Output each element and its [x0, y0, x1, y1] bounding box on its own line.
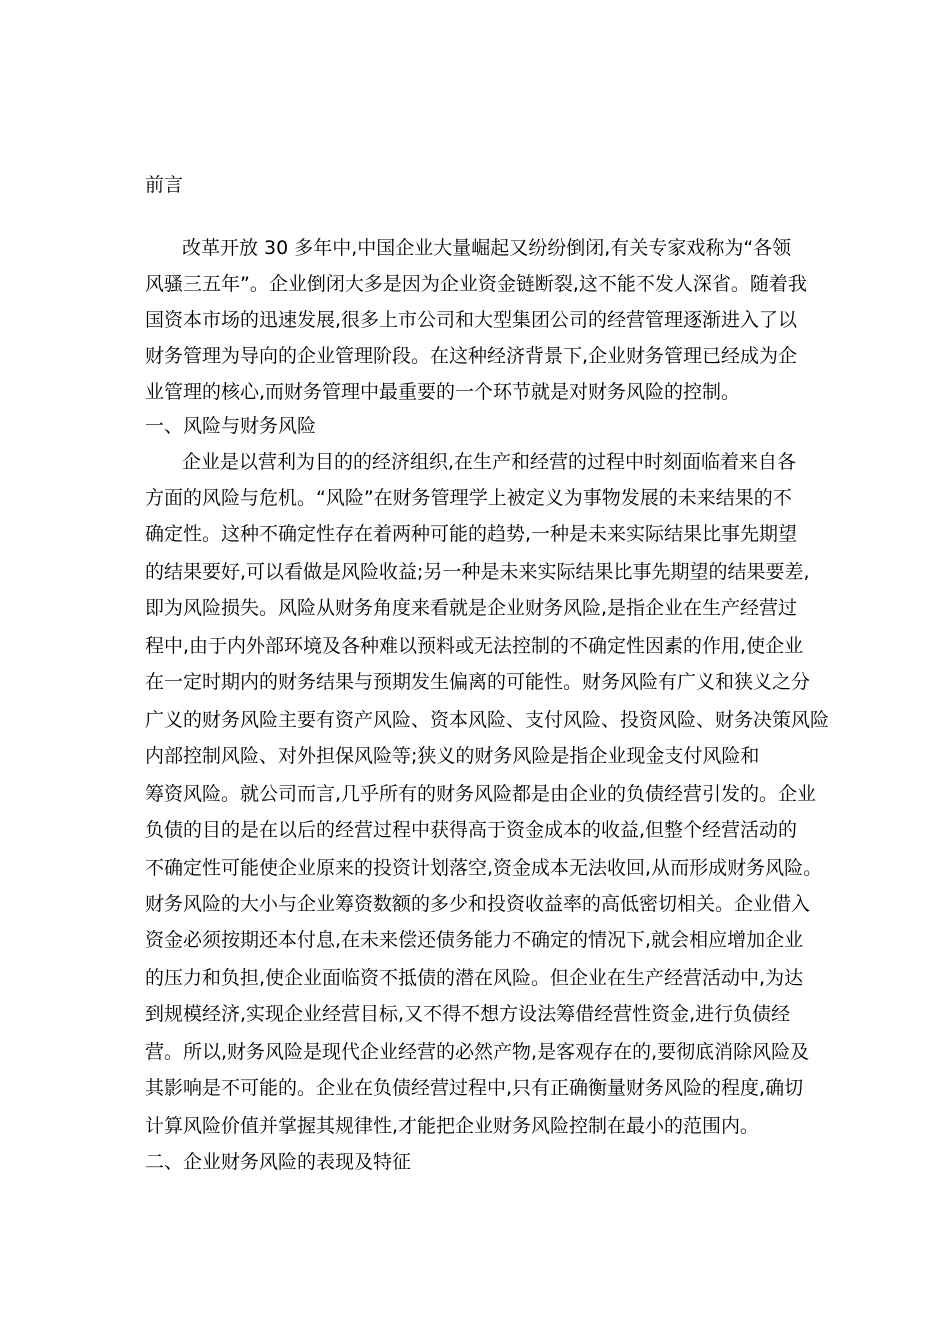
section-heading: 二、企业财务风险的表现及特征	[145, 1151, 412, 1173]
paragraph-line: 的压力和负担,使企业面临资不抵债的潜在风险。但企业在生产经营活动中,为达	[145, 967, 804, 989]
paragraph-line: 财务风险的大小与企业筹资数额的多少和投资收益率的高低密切相关。企业借入	[145, 893, 811, 915]
document-title: 前言	[145, 174, 184, 196]
paragraph-line: 风骚三五年”。企业倒闭大多是因为企业资金链断裂,这不能不发人深省。随着我	[145, 273, 807, 295]
paragraph-line: 其影响是不可能的。企业在负债经营过程中,只有正确衡量财务风险的程度,确切	[145, 1077, 804, 1099]
paragraph-line: 不确定性可能使企业原来的投资计划落空,资金成本无法收回,从而形成财务风险。	[145, 857, 823, 879]
paragraph-line: 程中,由于内外部环境及各种难以预料或无法控制的不确定性因素的作用,使企业	[145, 635, 804, 657]
paragraph-line: 企业是以营利为目的的经济组织,在生产和经营的过程中时刻面临着来自各	[182, 451, 797, 473]
paragraph-line: 方面的风险与危机。“风险”在财务管理学上被定义为事物发展的未来结果的不	[145, 487, 792, 509]
paragraph-line: 资金必须按期还本付息,在未来偿还债务能力不确定的情况下,就会相应增加企业	[145, 929, 804, 951]
paragraph-line: 到规模经济,实现企业经营目标,又不得不想方设法筹借经营性资金,进行负债经	[145, 1003, 791, 1025]
paragraph-line: 国资本市场的迅速发展,很多上市公司和大型集团公司的经营管理逐渐进入了以	[145, 309, 798, 331]
paragraph-line: 在一定时期内的财务结果与预期发生偏离的可能性。财务风险有广义和狭义之分	[145, 671, 811, 693]
paragraph-line: 营。所以,财务风险是现代企业经营的必然产物,是客观存在的,要彻底消除风险及	[145, 1041, 810, 1063]
section-heading: 一、风险与财务风险	[145, 415, 317, 437]
paragraph-line: 确定性。这种不确定性存在着两种可能的趋势,一种是未来实际结果比事先期望	[145, 523, 798, 545]
paragraph-line: 改革开放 30 多年中,中国企业大量崛起又纷纷倒闭,有关专家戏称为“各领	[182, 237, 792, 259]
paragraph-line: 筹资风险。就公司而言,几乎所有的财务风险都是由企业的负债经营引发的。企业	[145, 783, 817, 805]
paragraph-line: 内部控制风险、对外担保风险等;狭义的财务风险是指企业现金支付风险和	[145, 745, 760, 767]
paragraph-line: 负债的目的是在以后的经营过程中获得高于资金成本的收益,但整个经营活动的	[145, 819, 798, 841]
paragraph-line: 的结果要好,可以看做是风险收益;另一种是未来实际结果比事先期望的结果要差,	[145, 561, 810, 583]
paragraph-line: 计算风险价值并掌握其规律性,才能把企业财务风险控制在最小的范围内。	[145, 1115, 760, 1137]
paragraph-line: 业管理的核心,而财务管理中最重要的一个环节就是对财务风险的控制。	[145, 381, 741, 403]
paragraph-line: 广义的财务风险主要有资产风险、资本风险、支付风险、投资风险、财务决策风险	[145, 709, 830, 731]
paragraph-line: 财务管理为导向的企业管理阶段。在这种经济背景下,企业财务管理已经成为企	[145, 345, 798, 367]
paragraph-line: 即为风险损失。风险从财务角度来看就是企业财务风险,是指企业在生产经营过	[145, 597, 798, 619]
